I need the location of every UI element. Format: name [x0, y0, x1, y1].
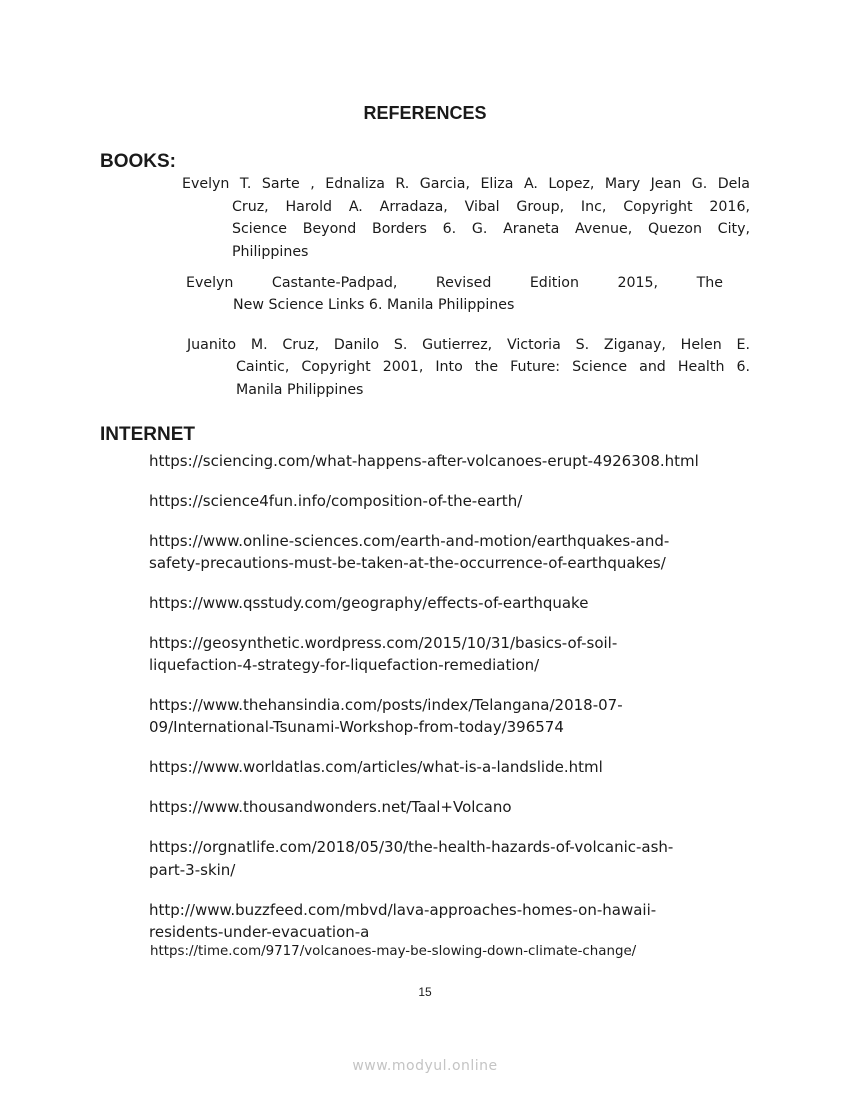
internet-link[interactable]: https://time.com/9717/volcanoes-may-be-slowing-down-climate-change/	[150, 944, 637, 959]
internet-link[interactable]: https://sciencing.com/what-happens-after-volcanoes-erupt-4926308.html	[149, 452, 699, 470]
internet-link[interactable]: safety-precautions-must-be-taken-at-the-occurrence-of-earthquakes/	[149, 554, 666, 572]
internet-link[interactable]: https://www.thousandwonders.net/Taal+Volcano	[149, 798, 512, 816]
watermark: www.modyul.online	[352, 1058, 498, 1074]
internet-link[interactable]: https://orgnatlife.com/2018/05/30/the-health-hazards-of-volcanic-ash-	[149, 838, 674, 856]
page-title: REFERENCES	[363, 103, 487, 123]
book-reference: Caintic, Copyright 2001, Into the Future: Science and Health 6.	[236, 359, 750, 375]
internet-heading: INTERNET	[100, 424, 195, 445]
book-reference: Cruz, Harold A. Arradaza, Vibal Group, Inc, Copyright 2016,	[232, 199, 750, 215]
books-heading: BOOKS:	[100, 151, 176, 172]
internet-link[interactable]: liquefaction-4-strategy-for-liquefaction-remediation/	[149, 656, 540, 674]
internet-link[interactable]: part-3-skin/	[149, 861, 236, 879]
internet-link[interactable]: https://www.qsstudy.com/geography/effects-of-earthquake	[149, 594, 589, 612]
internet-link[interactable]: https://science4fun.info/composition-of-the-earth/	[149, 492, 523, 510]
book-reference: Manila Philippines	[236, 382, 364, 398]
internet-link[interactable]: http://www.buzzfeed.com/mbvd/lava-approaches-homes-on-hawaii-	[149, 901, 657, 919]
book-reference: Science Beyond Borders 6. G. Araneta Avenue, Quezon City,	[232, 221, 750, 237]
book-reference: Juanito M. Cruz, Danilo S. Gutierrez, Victoria S. Ziganay, Helen E.	[187, 337, 750, 353]
internet-link[interactable]: residents-under-evacuation-a	[149, 923, 370, 941]
internet-link[interactable]: 09/International-Tsunami-Workshop-from-today/396574	[149, 718, 564, 736]
internet-link[interactable]: https://www.online-sciences.com/earth-and-motion/earthquakes-and-	[149, 532, 670, 550]
internet-link[interactable]: https://www.thehansindia.com/posts/index/Telangana/2018-07-	[149, 696, 623, 714]
internet-link[interactable]: https://www.worldatlas.com/articles/what-is-a-landslide.html	[149, 758, 603, 776]
book-reference: New Science Links 6. Manila Philippines	[233, 297, 515, 313]
internet-link[interactable]: https://geosynthetic.wordpress.com/2015/10/31/basics-of-soil-	[149, 634, 618, 652]
book-reference: Philippines	[232, 244, 309, 260]
book-reference: Evelyn Castante-Padpad, Revised Edition 2015, The	[186, 275, 723, 291]
page-number: 15	[418, 985, 432, 999]
book-reference: Evelyn T. Sarte , Ednaliza R. Garcia, Eliza A. Lopez, Mary Jean G. Dela	[182, 176, 750, 192]
